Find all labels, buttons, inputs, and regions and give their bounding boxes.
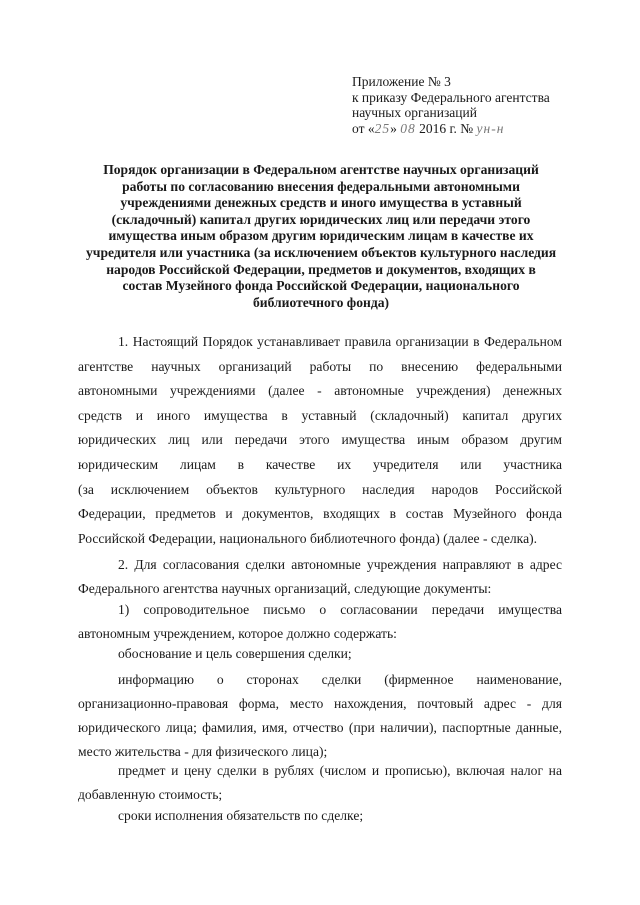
paragraph-6 [78, 759, 562, 807]
text-line: 1) сопроводительное письмо о согласовании передачи имущества [118, 602, 562, 617]
title-line: имущества иным образом другим юридическим лицам в качестве их [108, 228, 534, 244]
date-sep: » [390, 120, 401, 136]
text-line: агентстве научных организаций работы по внесению федеральными [78, 358, 562, 374]
text-line: Российской Федерации, национального библиотечного фонда) (далее - сделка). [78, 530, 538, 546]
text-line: место жительства - для физического лица); [78, 744, 328, 759]
title-line: библиотечного фонда) [252, 294, 390, 310]
text-line: сроки исполнения обязательств по сделке; [118, 808, 364, 823]
annex-header [352, 74, 592, 136]
text-line: автономным учреждением, которое должно содержать: [78, 626, 397, 641]
title-line: Порядок организации в Федеральном агентстве научных организаций [103, 162, 539, 177]
annex-number: Приложение № 3 [352, 74, 451, 89]
annex-date-line [352, 121, 592, 137]
title-line: учредителя или участника (за исключением объектов культурного наследия [86, 244, 557, 260]
document-title [86, 162, 556, 311]
text-line: Федерального агентства научных организаций, следующие документы: [78, 581, 492, 596]
text-line: юридического лица; фамилия, имя, отчество (при наличии), паспортные данные, [78, 720, 562, 735]
text-line: информацию о сторонах сделки (фирменное наименование, [118, 672, 562, 687]
annex-agency: научных организаций [352, 105, 477, 120]
text-line: юридическим лицам в качестве их учредителя или участника [78, 456, 562, 472]
annex-order-ref: к приказу Федерального агентства [352, 89, 550, 105]
text-line: организационно-правовая форма, место нахождения, почтовый адрес - для [78, 696, 562, 711]
title-line: работы по согласованию внесения федеральными автономными [122, 178, 520, 194]
text-line: (за исключением объектов культурного наследия народов Российской [78, 481, 562, 497]
date-month: 08 [400, 120, 416, 136]
title-line: народов Российской Федерации, предметов и документов, входящих в [106, 261, 536, 277]
paragraph-4 [78, 642, 562, 666]
text-line: 1. Настоящий Порядок устанавливает правила организации в Федеральном [118, 334, 562, 349]
text-line: 2. Для согласования сделки автономные учреждения направляют в адрес [118, 557, 562, 572]
text-line: предмет и цену сделки в рублях (числом и прописью), включая налог на [118, 763, 562, 778]
paragraph-7 [78, 804, 562, 828]
paragraph-2 [78, 553, 562, 601]
title-line: (складочный) капитал других юридических лиц или передачи этого [111, 211, 531, 227]
text-line: обоснование и цель совершения сделки; [118, 646, 352, 661]
text-line: Федерации, предметов и документов, входящих в состав Музейного фонда [78, 506, 562, 522]
title-line: состав Музейного фонда Российской Федерации, национального [122, 278, 520, 294]
title-line: учреждениями денежных средств и иного имущества в уставный [120, 195, 522, 211]
text-line: юридических лиц или передачи этого имущества иным образом другим [78, 432, 562, 448]
order-number: ун-н [476, 120, 505, 136]
paragraph-1 [78, 330, 562, 551]
text-line: средств и иного имущества в уставный (складочный) капитал других [78, 407, 562, 423]
date-year: 2016 г. № [415, 120, 477, 136]
text-line: добавленную стоимость; [78, 787, 223, 802]
paragraph-3 [78, 598, 562, 646]
date-day: 25 [374, 120, 391, 136]
date-prefix: от « [352, 120, 375, 136]
paragraph-5 [78, 668, 562, 764]
text-line: автономными учреждениями (далее - автономные учреждения) денежных [78, 383, 562, 399]
